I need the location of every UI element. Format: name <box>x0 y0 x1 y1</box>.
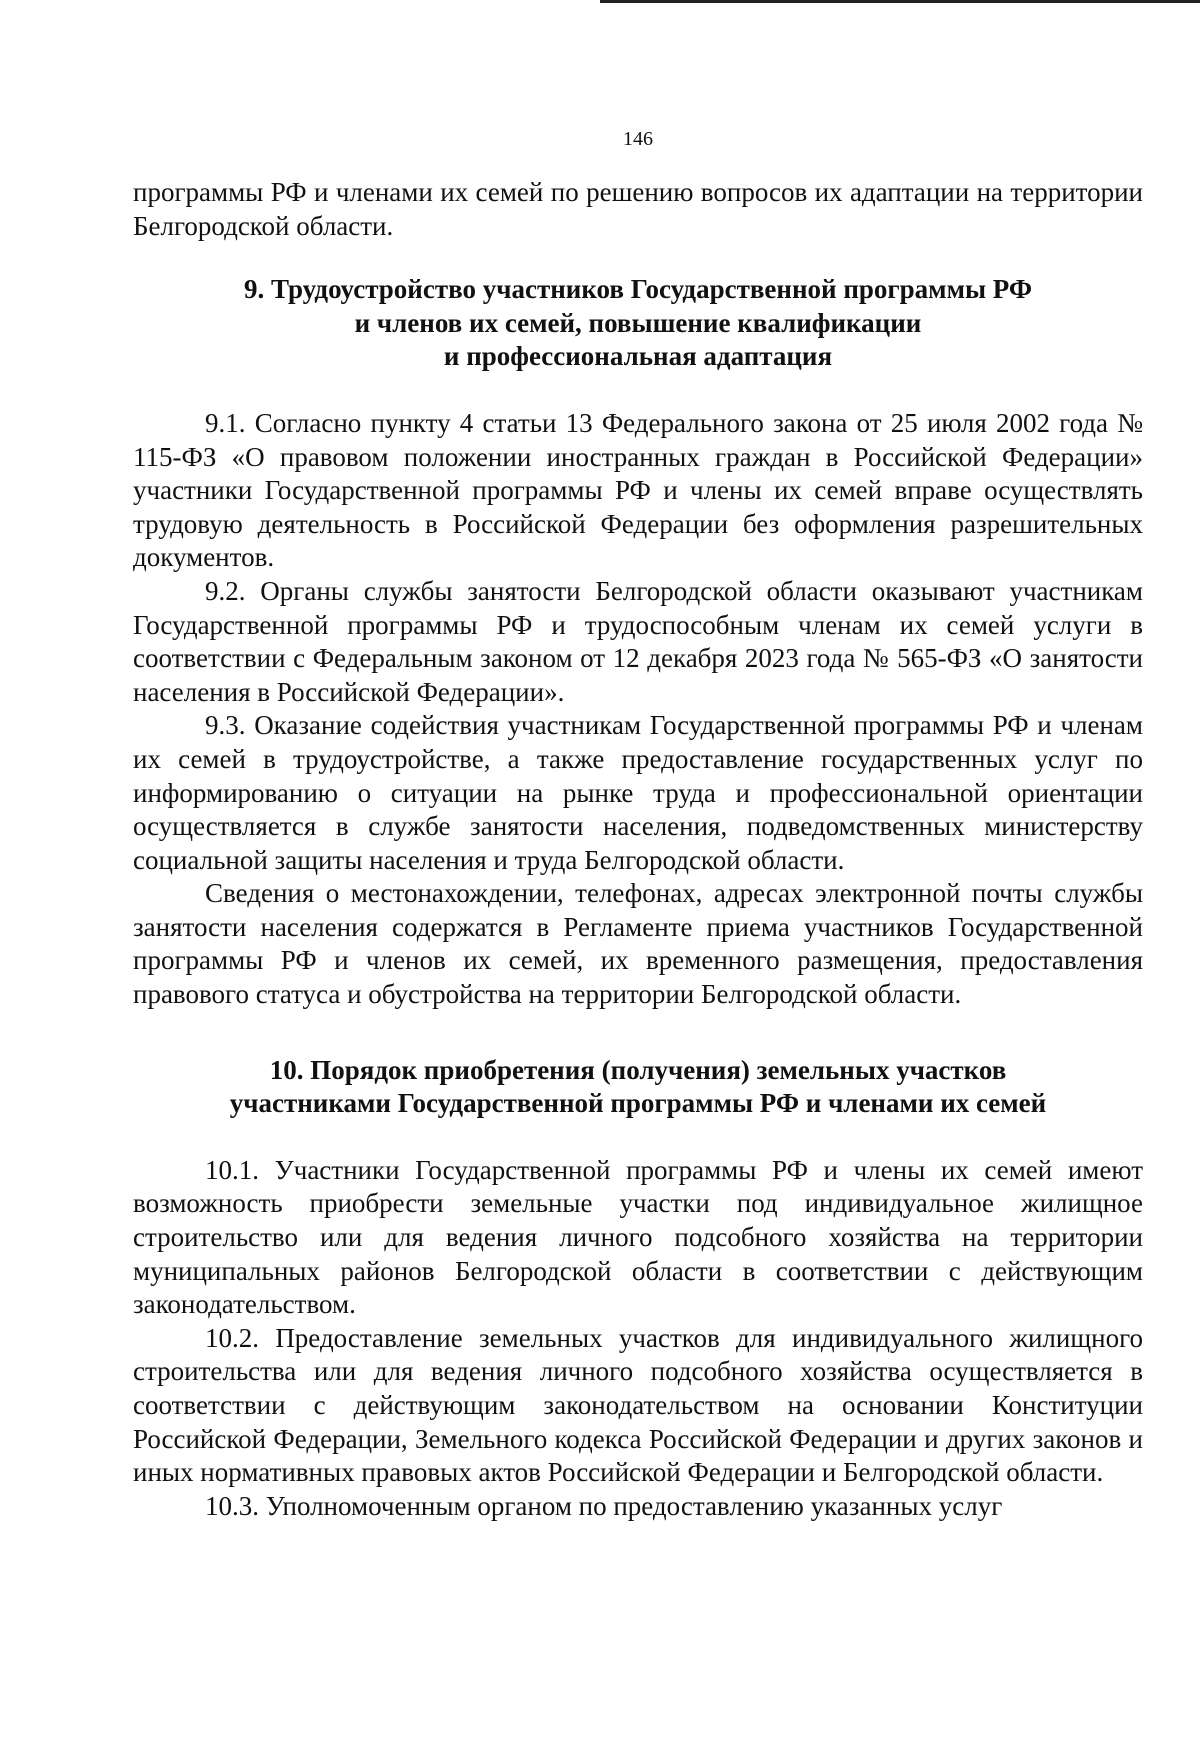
document-body <box>133 176 1143 1523</box>
section-10-heading-line: 10. Порядок приобретения (получения) земельных участков <box>269 1054 1007 1085</box>
section-9-heading-line: и профессиональная адаптация <box>443 341 833 372</box>
scan-top-edge-line <box>600 0 1200 3</box>
paragraph-9-info: Сведения о местонахождении, телефонах, адресах электронной почты службы занятости населения содержатся в Регламенте приема участников Государственной программы РФ и членов их семей, их временного размещения, предоставления правового статуса и обустройства на территории Белгородской области. <box>133 878 1143 1010</box>
paragraph-10-3: 10.3. Уполномоченным органом по предоставлению указанных услуг <box>205 1490 1003 1521</box>
paragraph-9-2: 9.2. Органы службы занятости Белгородской области оказывают участникам Государственной программы РФ и трудоспособным членам их семей услуги в соответствии с Федеральным законом от 12 декабря 2023 года № 565-ФЗ «О занятости населения в Российской Федерации». <box>133 575 1143 707</box>
paragraph-9-1: 9.1. Согласно пункту 4 статьи 13 Федерального закона от 25 июля 2002 года № 115-ФЗ «О правовом положении иностранных граждан в Российской Федерации» участники Государственной программы РФ и члены их семей вправе осуществлять трудовую деятельность в Российской Федерации без оформления разрешительных документов. <box>133 407 1143 573</box>
intro-paragraph: программы РФ и членами их семей по решению вопросов их адаптации на территории Белгородской области. <box>133 177 1143 241</box>
section-10-heading <box>133 1054 1143 1121</box>
section-9-heading <box>133 273 1143 374</box>
paragraph-10-1: 10.1. Участники Государственной программы РФ и члены их семей имеют возможность приобрести земельные участки под индивидуальное жилищное строительство или для ведения личного подсобного хозяйства на территории муниципальных районов Белгородской области в соответствии с действующим законодательством. <box>133 1154 1143 1320</box>
section-9-heading-line: и членов их семей, повышение квалификации <box>354 307 922 338</box>
page-number: 146 <box>623 128 653 150</box>
section-10-heading-line: участниками Государственной программы РФ и членами их семей <box>229 1088 1047 1119</box>
section-9-heading-line: 9. Трудоустройство участников Государственной программы РФ <box>243 274 1033 305</box>
paragraph-9-3: 9.3. Оказание содействия участникам Государственной программы РФ и членам их семей в трудоустройстве, а также предоставление государственных услуг по информированию о ситуации на рынке труда и профессиональной ориентации осуществляется в службе занятости населения, подведомственных министерству социальной защиты населения и труда Белгородской области. <box>133 710 1143 875</box>
paragraph-10-2: 10.2. Предоставление земельных участков для индивидуального жилищного строительства или для ведения личного подсобного хозяйства осуществляется в соответствии с действующим законодательством на основании Конституции Российской Федерации, Земельного кодекса Российской Федерации и других законов и иных нормативных правовых актов Российской Федерации и Белгородской области. <box>133 1322 1143 1488</box>
